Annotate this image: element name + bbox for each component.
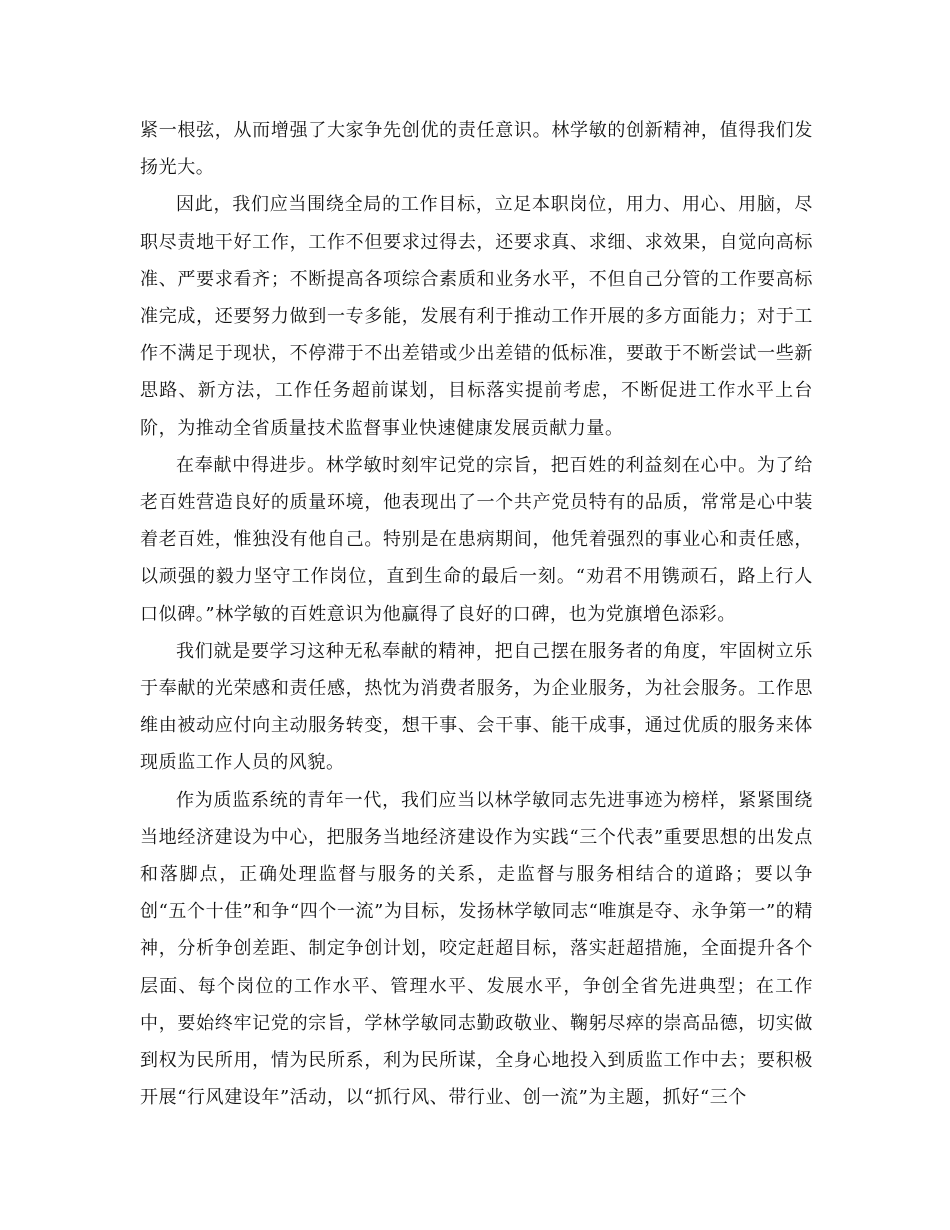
paragraph-work-goals: 因此，我们应当围绕全局的工作目标，立足本职岗位，用力、用心、用脑，尽职尽责地干好工作，工作不但要求过得去，还要求真、求细、求效果，自觉向高标准、严要求看齐；不断提高各项综合素质和业务水平，不但自己分管的工作要高标准完成，还要努力做到一专多能，发展有利于推动工作开展的多方面能力；对于工作不满足于现状，不停滞于不出差错或少出差错的低标准，要敢于不断尝试一些新思路、新方法，工作任务超前谋划，目标落实提前考虑，不断促进工作水平上台阶，为推动全省质量技术监督事业快速健康发展贡献力量。 — [140, 194, 813, 439]
paragraph-service-spirit: 我们就是要学习这种无私奉献的精神，把自己摆在服务者的角度，牢固树立乐于奉献的光荣感和责任感，热忱为消费者服务，为企业服务，为社会服务。工作思维由被动应付向主动服务转变，想干事、会干事、能干成事，通过优质的服务来体现质监工作人员的风貌。 — [140, 640, 813, 774]
document-body — [140, 112, 813, 1116]
paragraph-dedication: 在奉献中得进步。林学敏时刻牢记党的宗旨，把百姓的利益刻在心中。为了给老百姓营造良好的质量环境，他表现出了一个共产党员特有的品质，常常是心中装着老百姓，惟独没有他自己。特别是在患病期间，他凭着强烈的事业心和责任感，以顽强的毅力坚守工作岗位，直到生命的最后一刻。“劝君不用镌顽石，路上行人口似碑。”林学敏的百姓意识为他赢得了良好的口碑，也为党旗增色添彩。 — [140, 454, 813, 625]
paragraph-continuation: 紧一根弦，从而增强了大家争先创优的责任意识。林学敏的创新精神，值得我们发扬光大。 — [140, 120, 813, 179]
paragraph-youth-role: 作为质监系统的青年一代，我们应当以林学敏同志先进事迹为榜样，紧紧围绕当地经济建设为中心，把服务当地经济建设作为实践“三个代表”重要思想的出发点和落脚点，正确处理监督与服务的关系，走监督与服务相结合的道路；要以争创“五个十佳”和争“四个一流”为目标，发扬林学敏同志“唯旗是夺、永争第一”的精神，分析争创差距、制定争创计划，咬定赶超目标，落实赶超措施，全面提升各个层面、每个岗位的工作水平、管理水平、发展水平，争创全省先进典型；在工作中，要始终牢记党的宗旨，学林学敏同志勤政敬业、鞠躬尽瘁的崇高品德，切实做到权为民所用，情为民所系，利为民所谋，全身心地投入到质监工作中去；要积极开展“行风建设年”活动，以“抓行风、带行业、创一流”为主题，抓好“三个 — [140, 789, 813, 1109]
